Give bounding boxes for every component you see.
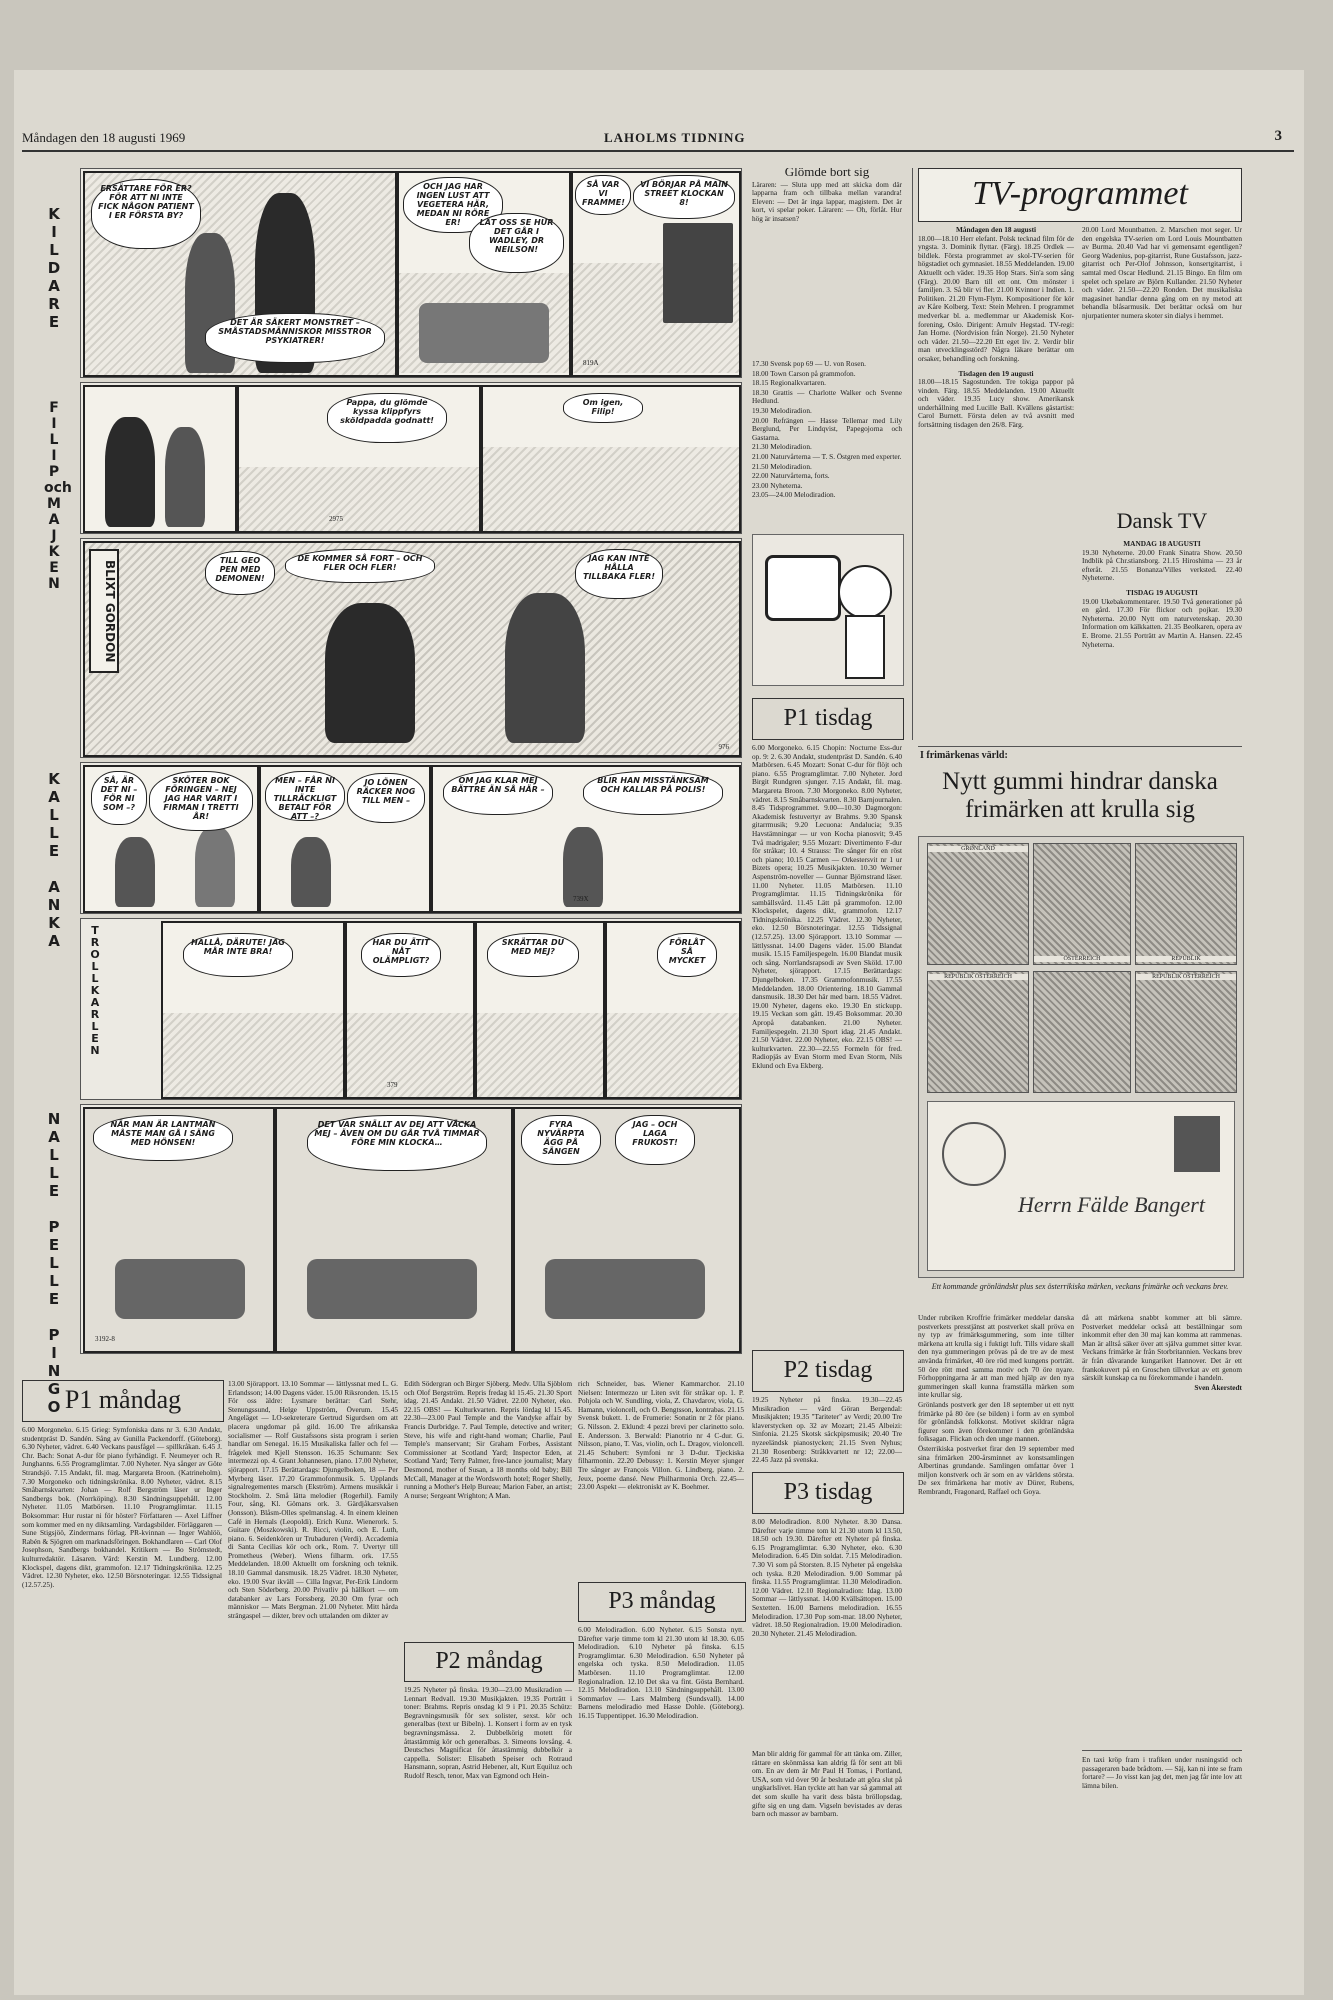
dansk-tuesday-heading: TISDAG 19 AUGUSTI xyxy=(1126,587,1198,597)
speech-bubble: MEN – FÅR NI INTE TILLRÄCKLIGT BETALT FÖR ATT –? xyxy=(265,771,345,821)
comic-panel xyxy=(513,1107,741,1353)
tv-program-header xyxy=(918,168,1242,222)
comic-panel xyxy=(481,385,741,533)
program-line: 22.00 Naturvårterna, forts. xyxy=(752,471,830,481)
comic-strip-troll xyxy=(80,918,742,1100)
envelope-address: Herrn Fälde Bangert xyxy=(1018,1192,1205,1217)
comic-panel xyxy=(259,765,431,913)
postmark xyxy=(942,1122,1006,1186)
page-number: 3 xyxy=(1274,128,1282,144)
tv-title: TV-programmet xyxy=(972,175,1188,212)
p3-tisdag-column xyxy=(752,1518,902,1738)
stamp-austria xyxy=(1135,971,1237,1093)
p2-mandag-title: P2 måndag xyxy=(435,1648,543,1674)
frimarken-paragraph: Grönlands postverk ger den 18 september ut ett nytt frimärke på 80 öre (se bilden) i form av en symbol för grönländsk folkkonst. Motivet skildrar några figurer som även förekommer i den grönländska folksagan. Flickan och den unge mannen. xyxy=(918,1399,1074,1444)
program-line: 19.30 Melodiradion. xyxy=(752,405,812,415)
p1-mandag-column-4 xyxy=(578,1380,744,1576)
comic-panel xyxy=(237,385,481,533)
dansk-monday-listing: 19.30 Nyheterne. 20.00 Frank Sinatra Show. 20.50 Indblik på Chr.stiansborg. 21.15 Hiroshima — 23 år efteråt. 21.55 Bonanza/Villes verksted. 22.40 Nyheterne. xyxy=(1082,547,1242,583)
speech-bubble: FÖRLÅT SÅ MYCKET xyxy=(657,933,717,977)
p1-mandag-text: Edith Södergran och Birger Sjöberg. Medv. Ulla Sjöblom och Olof Bergström. Repris fredag kl 15.45. 21.30 Sport idag. 21.45 Andakt. 21.50 Vädret. 22.00 Nyheter, eko. 22.15 OBS! — Kulturkvarten. Repris lördag kl 15.45. 22.30—23.00 Paul Temple and the Vandyke affair by Francis Durbridge. 7. Paul Temple, detective and writer; Steve, his wife and right-hand woman; Charlie, Paul Temple's manservant; Sir Graham Forbes, Assistant Commissioner at Scotland Yard; Inspector Eden, at Scotland Yard; Terry Palmer, free-lance journalist; Mary Desmond, mother of Susan, a 18 months old baby; Bill McCall, Manager at the Wordsworth hotel; Roger Shelly, running a Mother's Help Bureau; Marion Faber, an artist; A nurse; Sergeant Wrighton; A Man. xyxy=(404,1380,572,1500)
strip-code: 819A xyxy=(583,359,599,367)
comic-panel xyxy=(605,921,741,1099)
stamp-greenland xyxy=(927,843,1029,965)
taxi-joke-text: En taxi kröp fram i trafiken under rusningstid och passageraren bade brådtom. — Säj, kan ni inte se fram fortare? — Jo visst kan jag det, men jag får inte lov att lämna bilen. xyxy=(1082,1756,1242,1790)
p3-tisdag-header xyxy=(752,1472,904,1514)
comic-panel xyxy=(83,1107,275,1353)
glomde-article xyxy=(752,168,902,298)
speech-bubble: ERSÄTTARE FÖR ER? FÖR ATT NI INTE FICK NÅGON PATIENT I ER FÖRSTA BY? xyxy=(91,179,201,249)
program-line: 21.30 Melodiradion. xyxy=(752,442,812,452)
strip-code: 976 xyxy=(718,743,729,751)
program-line: 20.00 Refrängen — Hasse Tellemar med Lily Berglund, Per Lindqvist, Papegojorna och Gastarna. xyxy=(752,415,902,442)
comic-title-kalle: K A L L E A N K A xyxy=(47,770,61,950)
tv-monday-heading: Måndagen den 18 augusti xyxy=(955,226,1037,234)
speech-bubble: JAG – OCH LAGA FRUKOST! xyxy=(615,1115,695,1165)
speech-bubble: HALLÅ, DÄRUTE! JAG MÅR INTE BRA! xyxy=(183,933,293,977)
comic-strip-nalle xyxy=(80,1104,742,1354)
frimarken-column-1 xyxy=(918,1314,1074,1914)
program-line: 18.00 Town Carson på grammofon. xyxy=(752,368,856,378)
comic-title-troll: T R O L L K A R L E N xyxy=(90,924,100,1057)
stamp-austria xyxy=(1033,843,1131,965)
comic-panel xyxy=(571,171,741,377)
comic-panel xyxy=(275,1107,513,1353)
speech-bubble: BLIR HAN MISSTÄNKSAM OCH KALLAR PÅ POLIS! xyxy=(583,771,723,815)
tv-tuesday-listing: 18.00—18.15 Sagostunden. Tre tokiga pappor på vinden. Färg. 18.55 Meddelanden. 19.00 Aktuellt och väder. 19.35 Lucy show. Amerikansk underhållning med Lucille Ball. Kvällens gästartist: Carol Burnett. Första delen av två avsnitt med fortsättning tisdagen den 26/8. Färg. xyxy=(918,377,1074,430)
taxi-joke xyxy=(1082,1756,1242,1916)
dansk-tv-column xyxy=(1082,540,1242,736)
speech-bubble: DET VAR SNÄLLT AV DEJ ATT VÄCKA MEJ – ÄVEN OM DU GÅR TVÅ TIMMAR FÖRE MIN KLOCKA… xyxy=(307,1115,487,1171)
p3-mandag-header xyxy=(578,1582,746,1622)
tv-sweden-column xyxy=(918,226,1074,736)
comic-strip-filip xyxy=(80,382,742,534)
p1-mandag-title: P1 måndag xyxy=(64,1385,182,1414)
comic-panel xyxy=(345,921,475,1099)
glomde-text: Läraren: — Sluta upp med att skicka dom där lapparna fram och tillbaka mellan varandra! Eleven: — Det är inga lappar, magistern. Det är kort, vi spelar poker. Läraren: — Oh, förlåt. Hur hög är insatsen? xyxy=(752,179,902,223)
p3-tisdag-text: 8.00 Melodiradion. 8.00 Nyheter. 8.30 Dansa. Därefter varje timme tom kl 21.30 utom kl 13.50, 18.50 och 19.30. Därefter ett Nyheter på finska. 6.15 Programglimtar. 6.30 Nyheter, eko. 6.30 Melodiradion. 6.45 Din soldat. 7.15 Melodiradion. 7.30 Vi som på Storsten. 8.15 Nyheter på engelska och tyska. 8.20 Melodiradion. 9.00 Sommar på finska. 11.55 Programglimtar. 11.30 Melodiradion. 12.00 Vädret. 12.10 Regionalradion: Idag. 13.00 Sommar — lättlyssnat. 14.00 Kvällsättopen. 15.00 Sextetten. 16.00 Barnens melodiradion. 16.55 Melodiradion. 17.30 Pop som-mar. 18.00 Nyheter, vädret. 18.50 Regionalradion. 19.00 Melodiradion. 20.30 Nyheter. 21.45 Melodiradion. xyxy=(752,1518,902,1638)
p1-mandag-text: 13.00 Sjörapport. 13.10 Sommar — lättlyssnat med L. G. Erlandsson; 14.00 Dagens väder. 15.00 Riksronden. 15.15 För oss äldre: Lysmare berättar: Carl Stehr, Stenungssund, Helge Uppström, Överum. 15.45 Angeläget — LO-sekreterare Gertrud Sigurdsen om att placera ungdomar på gild. 16.00 Tre afrikanska socialismer — Rolf Gustafssons sista program i serien handlar om Senegal. 16.15 Musikaliska faller och fel — frågelek med Kjell Stensson. 16.35 Schumann: Sex intermezzi op. 4. Grant Johannesen, piano. 17.00 Nyheter, sjörapport. 17.15 Berättardags: Djungelboken, 18 — Per Myrberg läser. 17.20 Grammofonmusik. 5. Upplands signalregementes marsch (Ekström). Armens musikkår i Stockholm. 2. Små lätta melodier (Rogerhil). Family Four, sång, Kl. Gömans ork. 3. Gärdjåkarsvalsen (Jonsson). Blåsm-Olles spelmanslag. 4. In einem kleinen Café in Hernals (Leopoldi). Erich Kunz. Wienerork. 5. Guitare (Moszkowski). R. Ricci, violin, och E. Luth, piano. 6. Seidenkören ur Trubaduren (Verdi). Accademia di Santa Cecilias kör och ork., Rom. 7. Uvertyr till Prometheus (Weber). Wiens filharm. ork. 17.55 Meddelanden. 18.00 Aktuellt om forskning och teknik. 18.10 Gammal dansmusik. 18.25 Vädret. 18.30 Nyheter, eko. 19.00 Svar ikväll — Cilla Ingvar, Per-Erik Lindorm och Sten Söderberg. 20.00 Privatliv på hällkort — om databanker av Lars Forssberg. 20.30 Om fyrar och människor — Mats Bergman. 21.00 Nyheter. Mitt hårda strängaspel — dikter, brev och uttalanden om dikter av xyxy=(228,1380,398,1621)
comic-strip-blixt xyxy=(80,538,742,758)
comic-title-kildare: K I L D A R E xyxy=(47,205,61,331)
strip-code: 2975 xyxy=(329,515,343,523)
comic-panel xyxy=(83,541,741,757)
speech-bubble: VI BÖRJAR PÅ MAIN STREET KLOCKAN 8! xyxy=(633,175,735,219)
speech-bubble: Pappa, du glömde kyssa klippfyrs sköldpadda godnatt! xyxy=(327,393,447,443)
p3-tisdag-title: P3 tisdag xyxy=(783,1479,873,1505)
tv-monday-listing: 18.00—18.10 Herr elefant. Polsk tecknad film för de yngsta. 3. Dominik flyttar. (Färg). 18.25 Ordlek — bildlek. Första programmet av skol-TV-serien för högstadiet och gymnasiet. 18.55 Meddelanden. 19.00 Aktuellt och väder. 19.35 Hop Stars. Sin'a som sång (Färg). 20.00 Barn till ett ont. Om mönster i familjen. 3. Så blir vi fler. 21.00 Kvinnor i Indien. 1. Politiken. 21.20 Flym-Flym. Kompositioner för kör av Kåre Kolberg. Text: Stein Mehren. I programmet medverkar bl. a. medlemmar ur Akademisk Kor-forening, Oslo. Dirigent: Arnulv Hegstad. TV-regi: Jan Horne. (Nordvision från Norge). 21.50 Nyheter och väder. 21.50—22.20 Ett eget liv. 2. Verdir blir man utvecklingsstörd? Några läkare berättar om orsaker, behandling och forskning. xyxy=(918,233,1074,363)
comic-panel xyxy=(431,765,741,913)
comic-panel xyxy=(161,921,345,1099)
comic-title-filip: F I L I P och M A J K E N xyxy=(44,400,72,592)
speech-bubble: DET ÄR SÄKERT MONSTRET – SMÅSTADSMÄNNISKOR MISSTROR PSYKIATRER! xyxy=(205,313,385,363)
speech-bubble: OM JAG KLAR MEJ BÄTTRE ÄN SÅ HÄR – xyxy=(443,771,553,815)
comic-strip-kildare xyxy=(80,168,742,378)
p2-mandag-header xyxy=(404,1642,574,1682)
p1-mandag-column-1 xyxy=(22,1426,222,1916)
speech-bubble: OCH JAG HAR INGEN LUST ATT VEGETERA HÄR, MEDAN NI RÖRE ER! xyxy=(403,177,503,233)
frimarken-kicker: I frimärkenas värld: xyxy=(920,750,1008,761)
program-line: 23.00 Nyheterna. xyxy=(752,480,803,490)
masthead-rule xyxy=(22,150,1294,152)
stamp-label: GRØNLAND xyxy=(928,846,1028,852)
section-rule xyxy=(918,746,1242,747)
p3-mandag-text: 6.00 Melodiradion. 6.00 Nyheter. 6.15 Sonsta nytt. Därefter varje timme tom kl 21.30 utom kl 18.30. 6.05 Melodiradion. 6.10 Nyheter på finska. 6.15 Programglimtar. 6.30 Melodiradion. 6.50 Nyheter på engelska och tyska. 8.50 Melodiradion. 11.05 Matbörsen. 11.10 Programglimtar. 12.00 Regionalradion. 12.10 Det ska va fint. Gösta Bernhard. 12.15 Melodiradion. 13.10 Sändningsuppehåll. 13.00 Sommarlov — Lars Malmberg (Sundsvall). 14.00 Barnens melodiradio med Hasse Dohle. (Göteborg). 16.15 Tuppentippet. 16.30 Melodiradion. xyxy=(578,1626,744,1720)
program-line: 18.30 Grattis — Charlotte Walker och Svenne Hedlund. xyxy=(752,387,902,406)
frimarken-headline: Nytt gummi hindrar danska frimärken att krulla sig xyxy=(942,768,1218,823)
comic-title-blixt: BLIXT GORDON xyxy=(89,549,119,673)
p2-tisdag-column xyxy=(752,1396,902,1466)
stamp-austria xyxy=(927,971,1029,1093)
speech-bubble: HAR DU ÄTIT NÅT OLÄMPLIGT? xyxy=(361,933,441,977)
tv-tuesday-heading: Tisdagen den 19 augusti xyxy=(958,368,1034,378)
p1-mandag-column-3 xyxy=(404,1380,572,1636)
tv-monday-continued xyxy=(1082,226,1242,466)
envelope-stamp xyxy=(1174,1116,1220,1172)
program-line: 18.15 Regionalkvartaren. xyxy=(752,378,826,388)
speech-bubble: TILL GEO PEN MED DEMONEN! xyxy=(205,551,275,595)
stamp-austria xyxy=(1033,971,1131,1093)
p2-tisdag-header xyxy=(752,1350,904,1392)
program-line: 21.00 Naturvårterna — T. S. Östgren med experter. xyxy=(752,451,902,461)
stamp-austria xyxy=(1135,843,1237,965)
dansk-monday-heading: MANDAG 18 AUGUSTI xyxy=(1123,540,1201,548)
p2-tisdag-text: 19.25 Nyheter på finska. 19.30—22.45 Musikradion — värd Göran Bergendal: Musikjakten; 19.35 "Tariteter" av Verdi; 20.00 Tre klaverstycken op. 32 av Mozart; 21.45 Albeizi: Sinfonia. 21.25 Skotsk säckpipsmusik; 20.40 Tre nyzeeländsk pianostycken; 21.15 Sven Nyhus; 21.30 Rosenberg: Stråkkvartett nr 12; 22.00—22.45 Jazz på svenska. xyxy=(752,1396,902,1465)
speech-bubble: LÅT OSS SE HUR DET GÅR I WADLEY, DR NEILSON! xyxy=(469,213,564,273)
speech-bubble: SÅ, ÄR DET NI – FÖR NI SOM –? xyxy=(91,771,147,825)
strip-code: 379 xyxy=(387,1081,398,1089)
p2-mandag-column xyxy=(404,1686,572,1916)
program-line: 23.05—24.00 Melodiradion. xyxy=(752,490,836,500)
comic-panel xyxy=(83,171,397,377)
speech-bubble: NÄR MAN ÄR LANTMAN MÅSTE MAN GÅ I SÄNG MED HÖNSEN! xyxy=(93,1115,233,1161)
comic-strip-kalle xyxy=(80,762,742,914)
speech-bubble: JO LÖNEN RÄCKER NOG TILL MEN – xyxy=(347,773,425,823)
stamps-caption: Ett kommande grönländskt plus sex österrikiska märken, veckans frimärke och veckans brev. xyxy=(931,1282,1229,1291)
masthead-date: Måndagen den 18 augusti 1969 xyxy=(22,130,186,145)
stamp-label: REPUBLIK ÖSTERREICH xyxy=(1136,974,1236,980)
man-article-text: Man blir aldrig för gammal för att tänka om. Ziller, rättare en skönmässa kan aldrig få för sent att bli om. En av dem är Mr Paul H Tomas, i Portland, USA, som vid över 90 år beslutade att göra slut på ungkarlslivet. Han tyckte att han var så gammal att det som skulle ha varit dess bästa bröllopsdag, gifte sig en ung dam. Vigseln bevistades av deras barn och massor av barnbarn. xyxy=(752,1750,902,1819)
frimarken-byline: Sven Åkerstedt xyxy=(1194,1382,1242,1392)
dansk-tuesday-listing: 19.00 Ukebakommentarer. 19.50 Två generationer på en gård. 17.30 För flickor och pojkar. 19.30 Nyheterna. 20.00 Nytt om naturvetenskap. 20.30 Information om kälkkatten. 21.35 Beolkaren, opera av E. Brome. 21.55 Porträtt av Martin A. Hansen. 22.45 Nyheterna. xyxy=(1082,596,1242,649)
p1-tisdag-column xyxy=(752,744,902,1346)
program-line: 17.30 Svensk pop 69 — U. von Rosen. xyxy=(752,360,866,368)
frimarken-column-2 xyxy=(1082,1314,1242,1744)
stamp-label: REPUBLIK xyxy=(1136,956,1236,962)
speech-bubble: FYRA NYVÄRPTA ÄGG PÅ SÄNGEN xyxy=(521,1115,601,1165)
speech-bubble: SÅ VAR VI FRAMME! xyxy=(575,175,631,215)
p1-mandag-column-2 xyxy=(228,1380,398,1916)
speech-bubble: SKÖTER BOK FÖRINGEN – NEJ JAG HAR VARIT I FIRMAN I TRETTI ÅR! xyxy=(149,771,253,831)
tv-monday-continued-text: 20.00 Lord Mountbatten. 2. Marschen mot seger. Ur den engelska TV-serien om Lord Louis Mountbatten av Burma. 20.40 Vad har vi gemensamt egentligen? Georg Wadenius, pop-gitarrist, Rune Gustafsson, jazz-gitarrist och Per-Olof Johnsson, konsertgitarrist, i samtal med Oscar Hedlund. 21.15 Bingo. En film om spelet och spelare av Björn Kullander. 21.50 Nyheter och väder. 21.50—22.20 Ronden. Det musikaliska magasinet handlar denna gång om en ny metod att behandla blåsarmusik. Det berättar också om hur njurpatienter numera skoter sin dialys i hemmet. xyxy=(1082,226,1242,320)
envelope xyxy=(927,1101,1235,1271)
frimarken-paragraph: då att märkena snabbt kommer att bli sämre. Postverket meddelar också att beställningar som inkommit efter den 30 maj kan komma att rammenas. Man är alltså säker över att själva gummet sitter kvar. Veckans frimärke är från Storbritannien. Veckans brev är från dåvarande kungariket Hannover. Det är ett frankokuvert på en Groschen tillverkat av ett genom särskilt kunskap ca nu förekommande i handeln. xyxy=(1082,1314,1242,1383)
speech-bubble: DE KOMMER SÅ FORT – OCH FLER OCH FLER! xyxy=(285,549,435,583)
tv-cartoon-illustration xyxy=(752,534,904,686)
masthead xyxy=(22,128,1292,148)
p1-mandag-header xyxy=(22,1380,224,1422)
comic-panel xyxy=(475,921,605,1099)
dansk-tv-title: Dansk TV xyxy=(1116,508,1208,533)
glomde-title: Glömde bort sig xyxy=(784,168,870,179)
speech-bubble: JAG KAN INTE HÅLLA TILLBAKA FLER! xyxy=(575,549,663,599)
p1-tisdag-text: 6.00 Morgoneko. 6.15 Chopin: Nocturne Ess-dur op. 9: 2. 6.30 Andakt, studentpräst D. Sandén. 6.40 Matbörsen. 6.45 Mozart: Sonat C-dur för flöjt och piano. 6.55 Programglimtar. 7.00 Nyheter. Jord Birgit Rundgren sjunger. 7.15 Andakt, fil. mag. Margareta Broon. 7.30 Morgoneko. 8.00 Nyheter, vädret. 8.15 Småbarnskvarten. 8.30 Barnjournalen. 8.45 Tidsprogrammet. 9.00—10.30 Dagmorgon: Akademisk festuvertyr av Brahms. 9.30 Spansk gitarrmusik; 9.20 Lecuona: Andalucia; 9.35 Havstämningar — ur von Kocha pianosvit; 9.45 Två madrigaler; 9.55 Mozart: Divertimento F-dur för stråkar; 10. 4 Strauss: Tre sånger för en röst och piano; 10.15 Carmen — Orkestersvit nr 1 ur Bizets opera; 10.25 Musikjakten. 10.30 Werner Aspenström-noveller — Gunnar Björnstrand läser. 11.00 Nyheter. 11.05 Matbörsen. 11.10 Programglimtar. 11.15 Tidningskrönika för sambällsvård. 11.45 Lätt på grammofon. 12.00 Klockspelet, dagens dikt, grammofon. 12.17 Tidningskrönika. 12.25 Vädret. 12.30 Nyheter, eko. 12.50 Börsnoteringar. 12.55 Tidssignal (12.57.25). 13.00 Sjörapport. 13.10 Sommar — lättlyssnat. 14.00 Dagens väder. 15.00 Blandat musik. 15.15 Familjespegeln. 16.00 Blandat musik och sång. Norrlandsrapsodi av Sven Sköld. 17.00 Nyheter, sjörapport. 17.15 Berättardags: Djungelboken. 17.35 Grammofonmusik. 17.55 Meddelanden. 18.00 Orientering. 18.10 Gammal dansmusik. 18.30 Det här med barn. 18.55 Vädret. 19.00 Nyheter, dagens eko. 19.30 En stickupp. 19.15 Veckan som gått. 19.45 Boksommar. 20.30 Apropå databanken. 21.00 Nyheter. Familjespegeln. 21.30 Sport idag. 21.45 Andakt. 21.50 Vädret. 22.00 Nyheter, eko. 22.15 OBS! — kulturkvarten. 22.30—22.55 Formeln för fred. Radiopjäs av Evan Storm med Evan Storm, Nils Eklund och Eva Ekberg. xyxy=(752,744,902,1070)
comic-panel xyxy=(83,765,259,913)
stamp-label: REPUBLIK ÖSTERREICH xyxy=(928,974,1028,980)
p1-mandag-text: 6.00 Morgoneko. 6.15 Grieg: Symfoniska dans nr 3. 6.30 Andakt, studentpräst D. Sandén. Sång av Gunilla Packendorff. (Göteborg). 6.30 Nyheter, vädret. 6.40 Veckans pausfågel — spillkråkan. 6.45 J. Chr. Bach: Sonat A-dur för piano fyrhändigt. F. Neumeyer och R. Junghanns. 6.55 Programglimtar. 7.00 Nyheter. Nya sånger av Göte Strandsjö. 7.15 Andakt, fil. mag. Margareta Broon. (Katrineholm). 7.30 Morgoneko och tidningskrönika. 8.00 Nyheter, vädret. 8.15 Småbarnskvarten: Johan — Rolf Bergström läser ur Inger Sandbergs bok. (Norrköping). 8.30 Sändningsuppehåll. 12.00 Nyheter. 11.05 Matbörsen. 11.10 Programglimtar. 11.15 Boksommar: Hur rustar ni för höster? Författaren — Axel Liffner som kommer med en ny diktsamling. Vardagsbilder. Förläggaren — Sune Stigsjöö, Zindermans förlag. PR-kvinnan — Inger Wahlöö, Rabén & Sjögren om marknadsföringen. Bokhandlaren — Carl Olof Josephson, Sandbergs bokhandel. Kritikern — Bo Strömstedt, kulturredaktör. Läsaren. Värd: Kerstin M. Lundberg. 12.00 Klockspel, dagens dikt, grammofon. 12.17 Tidningskrönika. 12.25 Vädret. 12.30 Nyheter, eko. 12.50 Börsnoteringar. 12.55 Tidssignal (12.57.25). xyxy=(22,1426,222,1589)
frimarken-paragraph: Österrikiska postverket firar den 19 september med sina frimärken 200-årsminnet av konstsamlingen Albertinas grundande. Samlingen omfattar över 1 miljon konstverk och är som en av världens största. De sex frimärkena har motiv av Dürer, Rubens, Rembrandt, Fragonard, Raffael och Goya. xyxy=(918,1443,1074,1496)
masthead-paper: LAHOLMS TIDNING xyxy=(604,130,746,145)
section-rule xyxy=(1082,1750,1242,1751)
p3-mandag-title: P3 måndag xyxy=(608,1588,716,1614)
p2-tisdag-title: P2 tisdag xyxy=(783,1357,873,1383)
p1-tisdag-header xyxy=(752,698,904,740)
comic-panel xyxy=(83,385,237,533)
stamp-label: ÖSTERREICH xyxy=(1034,956,1130,962)
speech-bubble: SKRÄTTAR DU MED MEJ? xyxy=(487,933,579,977)
speech-bubble: Om igen, Filip! xyxy=(563,393,643,423)
column-divider xyxy=(912,168,913,740)
strip-code: 739X xyxy=(573,895,589,903)
frimarken-paragraph: Under rubriken Kroffrie frimärker meddelar danska postverkets presstjänst att postverket skall pröva en ny typ av frimärksgummering, som inte tillter märkena att krulla sig i fuktigt luft. Tills vidare skall den nya gummeringen prövas på de tre av de mest använda frimärket, 40 öre röd med kungens porträtt. 50 öre rött med samma motiv och 70 öre nyare. Förhoppningarna är att man med hjälp av den nya gummeringen skall kunna framställa märken som inte krullar sig. xyxy=(918,1314,1074,1400)
comic-title-nalle: N A L L E P E L L E P I N G O xyxy=(47,1110,61,1416)
program-line: 21.50 Melodiradion. xyxy=(752,461,812,471)
p2-mandag-text: 19.25 Nyheter på finska. 19.30—23.00 Musikradion — Lennart Redvall. 19.30 Musikjakten. 19.35 Porträtt i toner: Brahms. Repris onsdag kl 9 i P1. 20.35 Schütz: Begravningsmusik för sex solister, sexst. kör och generalbas (text ur Bibeln). 1. Konsert i form av en tysk begravningsmässa. 2. Dubbelkörig motett för åttastämmig kör och generalbas. 3. Simeons lovsång. 4. Deutsches Magnificat för åttastämmig dubbelkör a cappella. Solister: Elisabeth Speiser och Rotraud Hansmann, sopran, Astrid Hebener, alt, Kurt Equiluz och Rudolf Resch, tenor, Max van Egmond och Hein- xyxy=(404,1686,572,1780)
p1-tisdag-title: P1 tisdag xyxy=(783,705,873,731)
strip-code: 3192-8 xyxy=(95,1335,115,1343)
man-article xyxy=(752,1750,902,1916)
p1-mandag-text: rich Schneider, bas. Wiener Kammarchor. 21.10 Nielsen: Intermezzo ur Liten svit för stråkar op. 1. P. Pohjola och W. Sundling, viola, Z. Chavdarov, viola, G. Hamann, violoncell, och O. Bengtsson, kontrabas. 21.15 Svensk bukett. 1. de Frumerie: Sonatin nr 2 för piano. G. Nilsson. 2. Eklund: 4 pezzi brevi per clarinetto solo. E. Andersson. 3. Berwald: Pianotrio nr 4 C-dur. G. Nilsson, piano, T. Vas, violin, och L. Dragov, violoncell. 21.45 Schubert: Symfoni nr 3 D-dur. Tjeckiska filharmonin. 22.20 Debussy: 1. Kerstin Meyer sjunger Tre sånger av François Villon. G. Lindberg, piano. 2. Jeux, poeme dansé. New Philharmonia Orch. 22.45—23.00 Aspekt — elektroniskt av K. Boehmer. xyxy=(578,1380,744,1492)
stamps-photo xyxy=(918,836,1244,1278)
p1-monday-evening xyxy=(752,360,902,528)
p3-mandag-column xyxy=(578,1626,744,1916)
comic-panel xyxy=(397,171,571,377)
